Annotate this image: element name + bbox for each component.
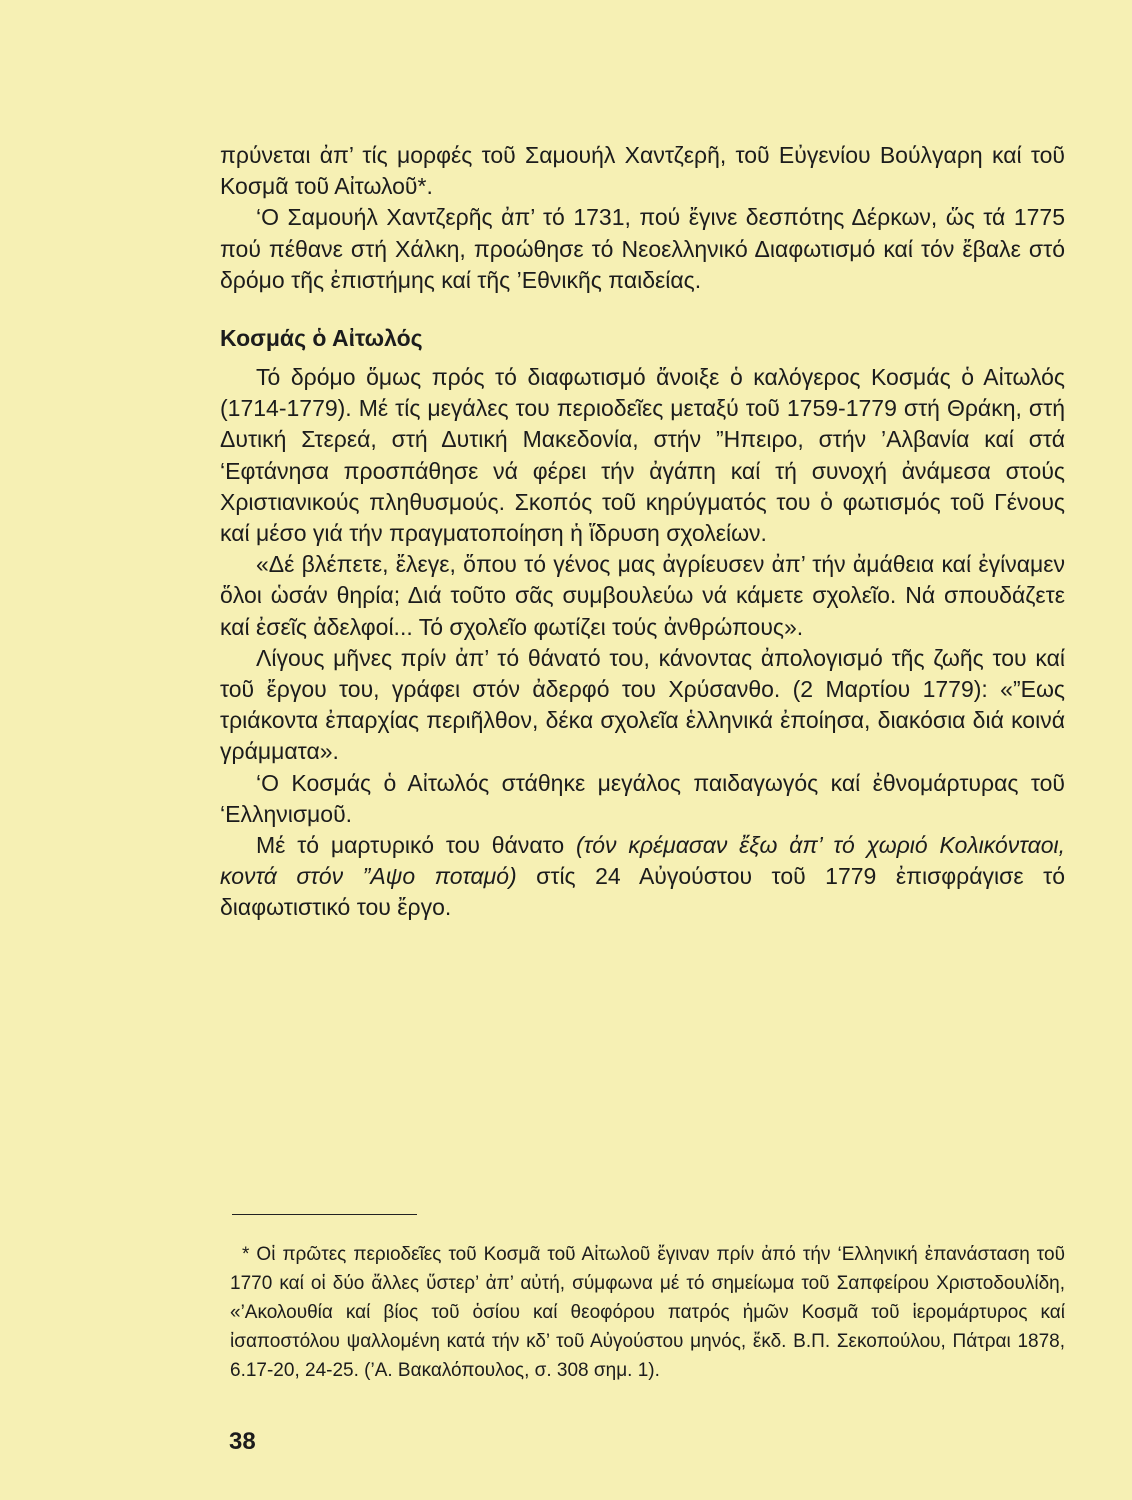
footnote-text: * Οἱ πρῶτες περιοδεῖες τοῦ Κοσμᾶ τοῦ Αἰτωλοῦ ἔγιναν πρίν ἀπό τήν ‘Ελληνική ἐπανάσταση τοῦ 1770 καί οἱ δύο ἄλλες ὕστερ’ ἀπ’ αὐτή, σύμφωνα μέ τό σημείωμα τοῦ Σαπφείρου Χριστοδουλίδη, «’Ακολουθία καί βίος τοῦ ὁσίου καί θεοφόρου πατρός ἡμῶν Κοσμᾶ τοῦ ἱερομάρτυρος καί ἰσαποστόλου ψαλλομένη κατά τήν κδ’ τοῦ Αὐγούστου μηνός, ἔκδ. Β.Π. Σεκοπούλου, Πάτραι 1878, 6.17-20, 24-25. (’Α. Βακαλόπουλος, σ. 308 σημ. 1). [230,1244,1065,1381]
paragraph-7-start: Μέ τό μαρτυρικό του θάνατο [256,832,576,859]
paragraph-7-end: στίς 24 Αὐγούστου τοῦ 1779 ἐπισφράγισε τό διαφωτιστικό του ἔργο. [220,863,1065,921]
paragraph-7-italic: (τόν κρέμασαν ἔξω ἀπ’ τό χωριό Κολικόνταοι, κοντά στόν ”Αψο ποταμό) [220,832,1065,890]
footnote-divider [232,1214,417,1215]
paragraph-4: «Δέ βλέπετε, ἔλεγε, ὅπου τό γένος μας ἀγρίευσεν ἀπ’ τήν ἀμάθεια καί ἐγίναμεν ὅλοι ὡσάν θηρία; Διά τοῦτο σᾶς συμβουλεύω νά κάμετε σχολεῖο. Νά σπουδάζετε καί ἐσεῖς ἀδελφοί... Τό σχολεῖο φωτίζει τούς ἀνθρώπους». [220,551,1065,640]
paragraph-1: πρύνεται ἀπ’ τίς μορφές τοῦ Σαμουήλ Χαντζερῆ, τοῦ Εὐγενίου Βούλγαρη καί τοῦ Κοσμᾶ τοῦ Αἰτωλοῦ*. [220,142,1065,200]
main-text [220,140,1065,924]
paragraph-5: Λίγους μῆνες πρίν ἀπ’ τό θάνατό του, κάνοντας ἀπολογισμό τῆς ζωῆς του καί τοῦ ἔργου του, γράφει στόν ἀδερφό του Χρύσανθο. (2 Μαρτίου 1779): «”Εως τριάκοντα ἐπαρχίας περιῆλθον, δέκα σχολεῖα ἑλληνικά ἐποίησα, διακόσια διά κοινά γράμματα». [220,644,1065,765]
paragraph-6: ‘Ο Κοσμάς ὁ Αἰτωλός στάθηκε μεγάλος παιδαγωγός καί ἐθνομάρτυρας τοῦ ‘Ελληνισμοῦ. [220,769,1065,827]
page-number: 38 [229,1428,256,1455]
paragraph-7 [220,830,1065,924]
footnote [230,1240,1065,1385]
section-heading: Κοσμάς ὁ Αἰτωλός [220,325,423,352]
paragraph-2: ‘Ο Σαμουήλ Χαντζερῆς ἀπ’ τό 1731, πού ἔγινε δεσπότης Δέρκων, ὥς τά 1775 πού πέθανε στή Χάλκη, προώθησε τό Νεοελληνικό Διαφωτισμό καί τόν ἔβαλε στό δρόμο τῆς ἐπιστήμης καί τῆς ’Εθνικῆς παιδείας. [220,204,1065,293]
paragraph-3: Τό δρόμο ὅμως πρός τό διαφωτισμό ἄνοιξε ὁ καλόγερος Κοσμάς ὁ Αἰτωλός (1714-1779). Μέ τίς μεγάλες του περιοδεῖες μεταξύ τοῦ 1759-1779 στή Θράκη, στή Δυτική Στερεά, στή Δυτική Μακεδονία, στήν ”Ηπειρο, στήν ’Αλβανία καί στά ‘Εφτάνησα προσπάθησε νά φέρει τήν ἀγάπη καί τή συνοχή ἀνάμεσα στούς Χριστιανικούς πληθυσμούς. Σκοπός τοῦ κηρύγματός του ὁ φωτισμός τοῦ Γένους καί μέσο γιά τήν πραγματοποίηση ἡ ἵδρυση σχολείων. [220,364,1065,547]
